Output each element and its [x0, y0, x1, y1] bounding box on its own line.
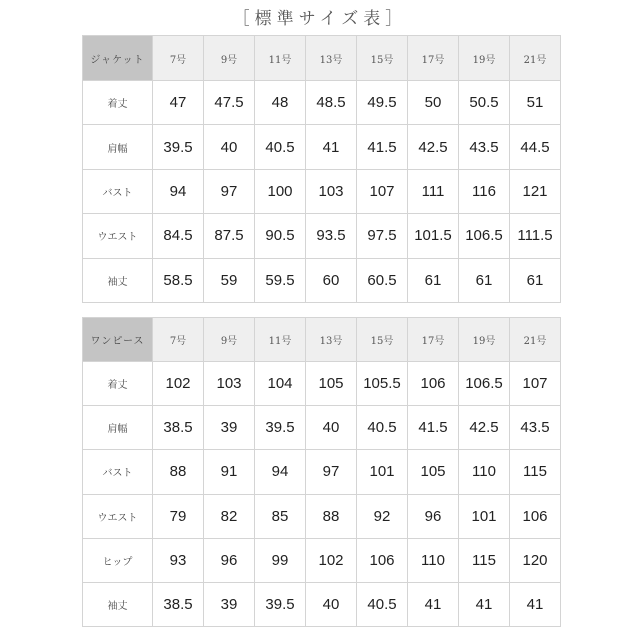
- measurement-value: 49.5: [357, 81, 408, 125]
- measurement-value: 103: [204, 362, 255, 406]
- measurement-value: 110: [408, 538, 459, 582]
- size-header: 21号: [510, 36, 561, 81]
- measurement-value: 96: [204, 538, 255, 582]
- measurement-label: 着丈: [83, 81, 153, 125]
- measurement-value: 103: [306, 169, 357, 213]
- measurement-value: 79: [153, 494, 204, 538]
- size-header: 13号: [306, 318, 357, 362]
- measurement-value: 102: [153, 362, 204, 406]
- header-row: [83, 36, 561, 81]
- measurement-value: 88: [153, 450, 204, 494]
- size-header: 19号: [459, 36, 510, 81]
- size-header: 7号: [153, 318, 204, 362]
- table-row: [83, 582, 561, 626]
- measurement-value: 107: [510, 362, 561, 406]
- table-row: [83, 538, 561, 582]
- table-row: [83, 169, 561, 213]
- measurement-value: 97: [306, 450, 357, 494]
- size-header: 15号: [357, 36, 408, 81]
- measurement-value: 106.5: [459, 362, 510, 406]
- measurement-value: 60.5: [357, 258, 408, 302]
- measurement-value: 59: [204, 258, 255, 302]
- measurement-value: 58.5: [153, 258, 204, 302]
- measurement-value: 47: [153, 81, 204, 125]
- measurement-label: ヒップ: [83, 538, 153, 582]
- measurement-value: 84.5: [153, 214, 204, 258]
- measurement-value: 116: [459, 169, 510, 213]
- measurement-value: 40: [306, 582, 357, 626]
- measurement-value: 61: [408, 258, 459, 302]
- size-header: 7号: [153, 36, 204, 81]
- measurement-value: 101: [357, 450, 408, 494]
- measurement-label: 着丈: [83, 362, 153, 406]
- measurement-value: 93.5: [306, 214, 357, 258]
- measurement-value: 100: [255, 169, 306, 213]
- measurement-value: 88: [306, 494, 357, 538]
- measurement-value: 101.5: [408, 214, 459, 258]
- table-row: [83, 450, 561, 494]
- measurement-value: 102: [306, 538, 357, 582]
- size-header: 17号: [408, 36, 459, 81]
- table-row: [83, 81, 561, 125]
- measurement-label: 袖丈: [83, 582, 153, 626]
- measurement-value: 87.5: [204, 214, 255, 258]
- jacket-category-label: ジャケット: [83, 36, 153, 81]
- size-header: 21号: [510, 318, 561, 362]
- measurement-value: 47.5: [204, 81, 255, 125]
- measurement-value: 40.5: [357, 406, 408, 450]
- measurement-value: 40.5: [357, 582, 408, 626]
- measurement-value: 40.5: [255, 125, 306, 169]
- size-header: 11号: [255, 318, 306, 362]
- measurement-value: 99: [255, 538, 306, 582]
- measurement-value: 40: [306, 406, 357, 450]
- measurement-value: 41: [408, 582, 459, 626]
- measurement-value: 39.5: [153, 125, 204, 169]
- measurement-value: 120: [510, 538, 561, 582]
- measurement-value: 94: [255, 450, 306, 494]
- jacket-size-table: [82, 35, 561, 303]
- measurement-value: 106: [357, 538, 408, 582]
- measurement-value: 97: [204, 169, 255, 213]
- measurement-value: 41.5: [357, 125, 408, 169]
- measurement-value: 105.5: [357, 362, 408, 406]
- measurement-value: 60: [306, 258, 357, 302]
- measurement-label: バスト: [83, 450, 153, 494]
- measurement-value: 41: [459, 582, 510, 626]
- size-header: 15号: [357, 318, 408, 362]
- measurement-value: 106: [408, 362, 459, 406]
- measurement-value: 50: [408, 81, 459, 125]
- measurement-value: 92: [357, 494, 408, 538]
- measurement-value: 82: [204, 494, 255, 538]
- measurement-value: 42.5: [459, 406, 510, 450]
- measurement-label: 袖丈: [83, 258, 153, 302]
- measurement-value: 106.5: [459, 214, 510, 258]
- size-header: 17号: [408, 318, 459, 362]
- size-header: 19号: [459, 318, 510, 362]
- table-row: [83, 125, 561, 169]
- measurement-value: 39: [204, 582, 255, 626]
- measurement-value: 51: [510, 81, 561, 125]
- measurement-value: 85: [255, 494, 306, 538]
- measurement-value: 105: [306, 362, 357, 406]
- measurement-label: 肩幅: [83, 125, 153, 169]
- measurement-value: 111.5: [510, 214, 561, 258]
- measurement-value: 39.5: [255, 582, 306, 626]
- measurement-value: 115: [510, 450, 561, 494]
- measurement-value: 42.5: [408, 125, 459, 169]
- measurement-value: 38.5: [153, 406, 204, 450]
- measurement-label: ウエスト: [83, 494, 153, 538]
- measurement-value: 41: [306, 125, 357, 169]
- table-row: [83, 494, 561, 538]
- measurement-value: 107: [357, 169, 408, 213]
- size-header: 9号: [204, 36, 255, 81]
- measurement-value: 48: [255, 81, 306, 125]
- measurement-value: 50.5: [459, 81, 510, 125]
- measurement-value: 111: [408, 169, 459, 213]
- measurement-value: 43.5: [510, 406, 561, 450]
- measurement-label: ウエスト: [83, 214, 153, 258]
- measurement-value: 106: [510, 494, 561, 538]
- measurement-value: 115: [459, 538, 510, 582]
- measurement-value: 44.5: [510, 125, 561, 169]
- measurement-value: 48.5: [306, 81, 357, 125]
- measurement-label: 肩幅: [83, 406, 153, 450]
- measurement-value: 39: [204, 406, 255, 450]
- measurement-value: 43.5: [459, 125, 510, 169]
- page-title: ［標準サイズ表］: [232, 9, 408, 29]
- table-row: [83, 362, 561, 406]
- table-row: [83, 214, 561, 258]
- measurement-value: 94: [153, 169, 204, 213]
- measurement-value: 61: [510, 258, 561, 302]
- measurement-value: 104: [255, 362, 306, 406]
- measurement-value: 40: [204, 125, 255, 169]
- header-row: [83, 318, 561, 362]
- measurement-value: 90.5: [255, 214, 306, 258]
- measurement-value: 61: [459, 258, 510, 302]
- measurement-value: 91: [204, 450, 255, 494]
- size-header: 13号: [306, 36, 357, 81]
- measurement-value: 101: [459, 494, 510, 538]
- measurement-value: 97.5: [357, 214, 408, 258]
- measurement-value: 39.5: [255, 406, 306, 450]
- measurement-value: 38.5: [153, 582, 204, 626]
- onepiece-category-label: ワンピース: [83, 318, 153, 362]
- measurement-value: 110: [459, 450, 510, 494]
- measurement-label: バスト: [83, 169, 153, 213]
- measurement-value: 59.5: [255, 258, 306, 302]
- table-row: [83, 258, 561, 302]
- measurement-value: 41.5: [408, 406, 459, 450]
- measurement-value: 121: [510, 169, 561, 213]
- size-header: 9号: [204, 318, 255, 362]
- size-header: 11号: [255, 36, 306, 81]
- measurement-value: 105: [408, 450, 459, 494]
- measurement-value: 93: [153, 538, 204, 582]
- onepiece-size-table: [82, 317, 561, 627]
- measurement-value: 41: [510, 582, 561, 626]
- table-row: [83, 406, 561, 450]
- measurement-value: 96: [408, 494, 459, 538]
